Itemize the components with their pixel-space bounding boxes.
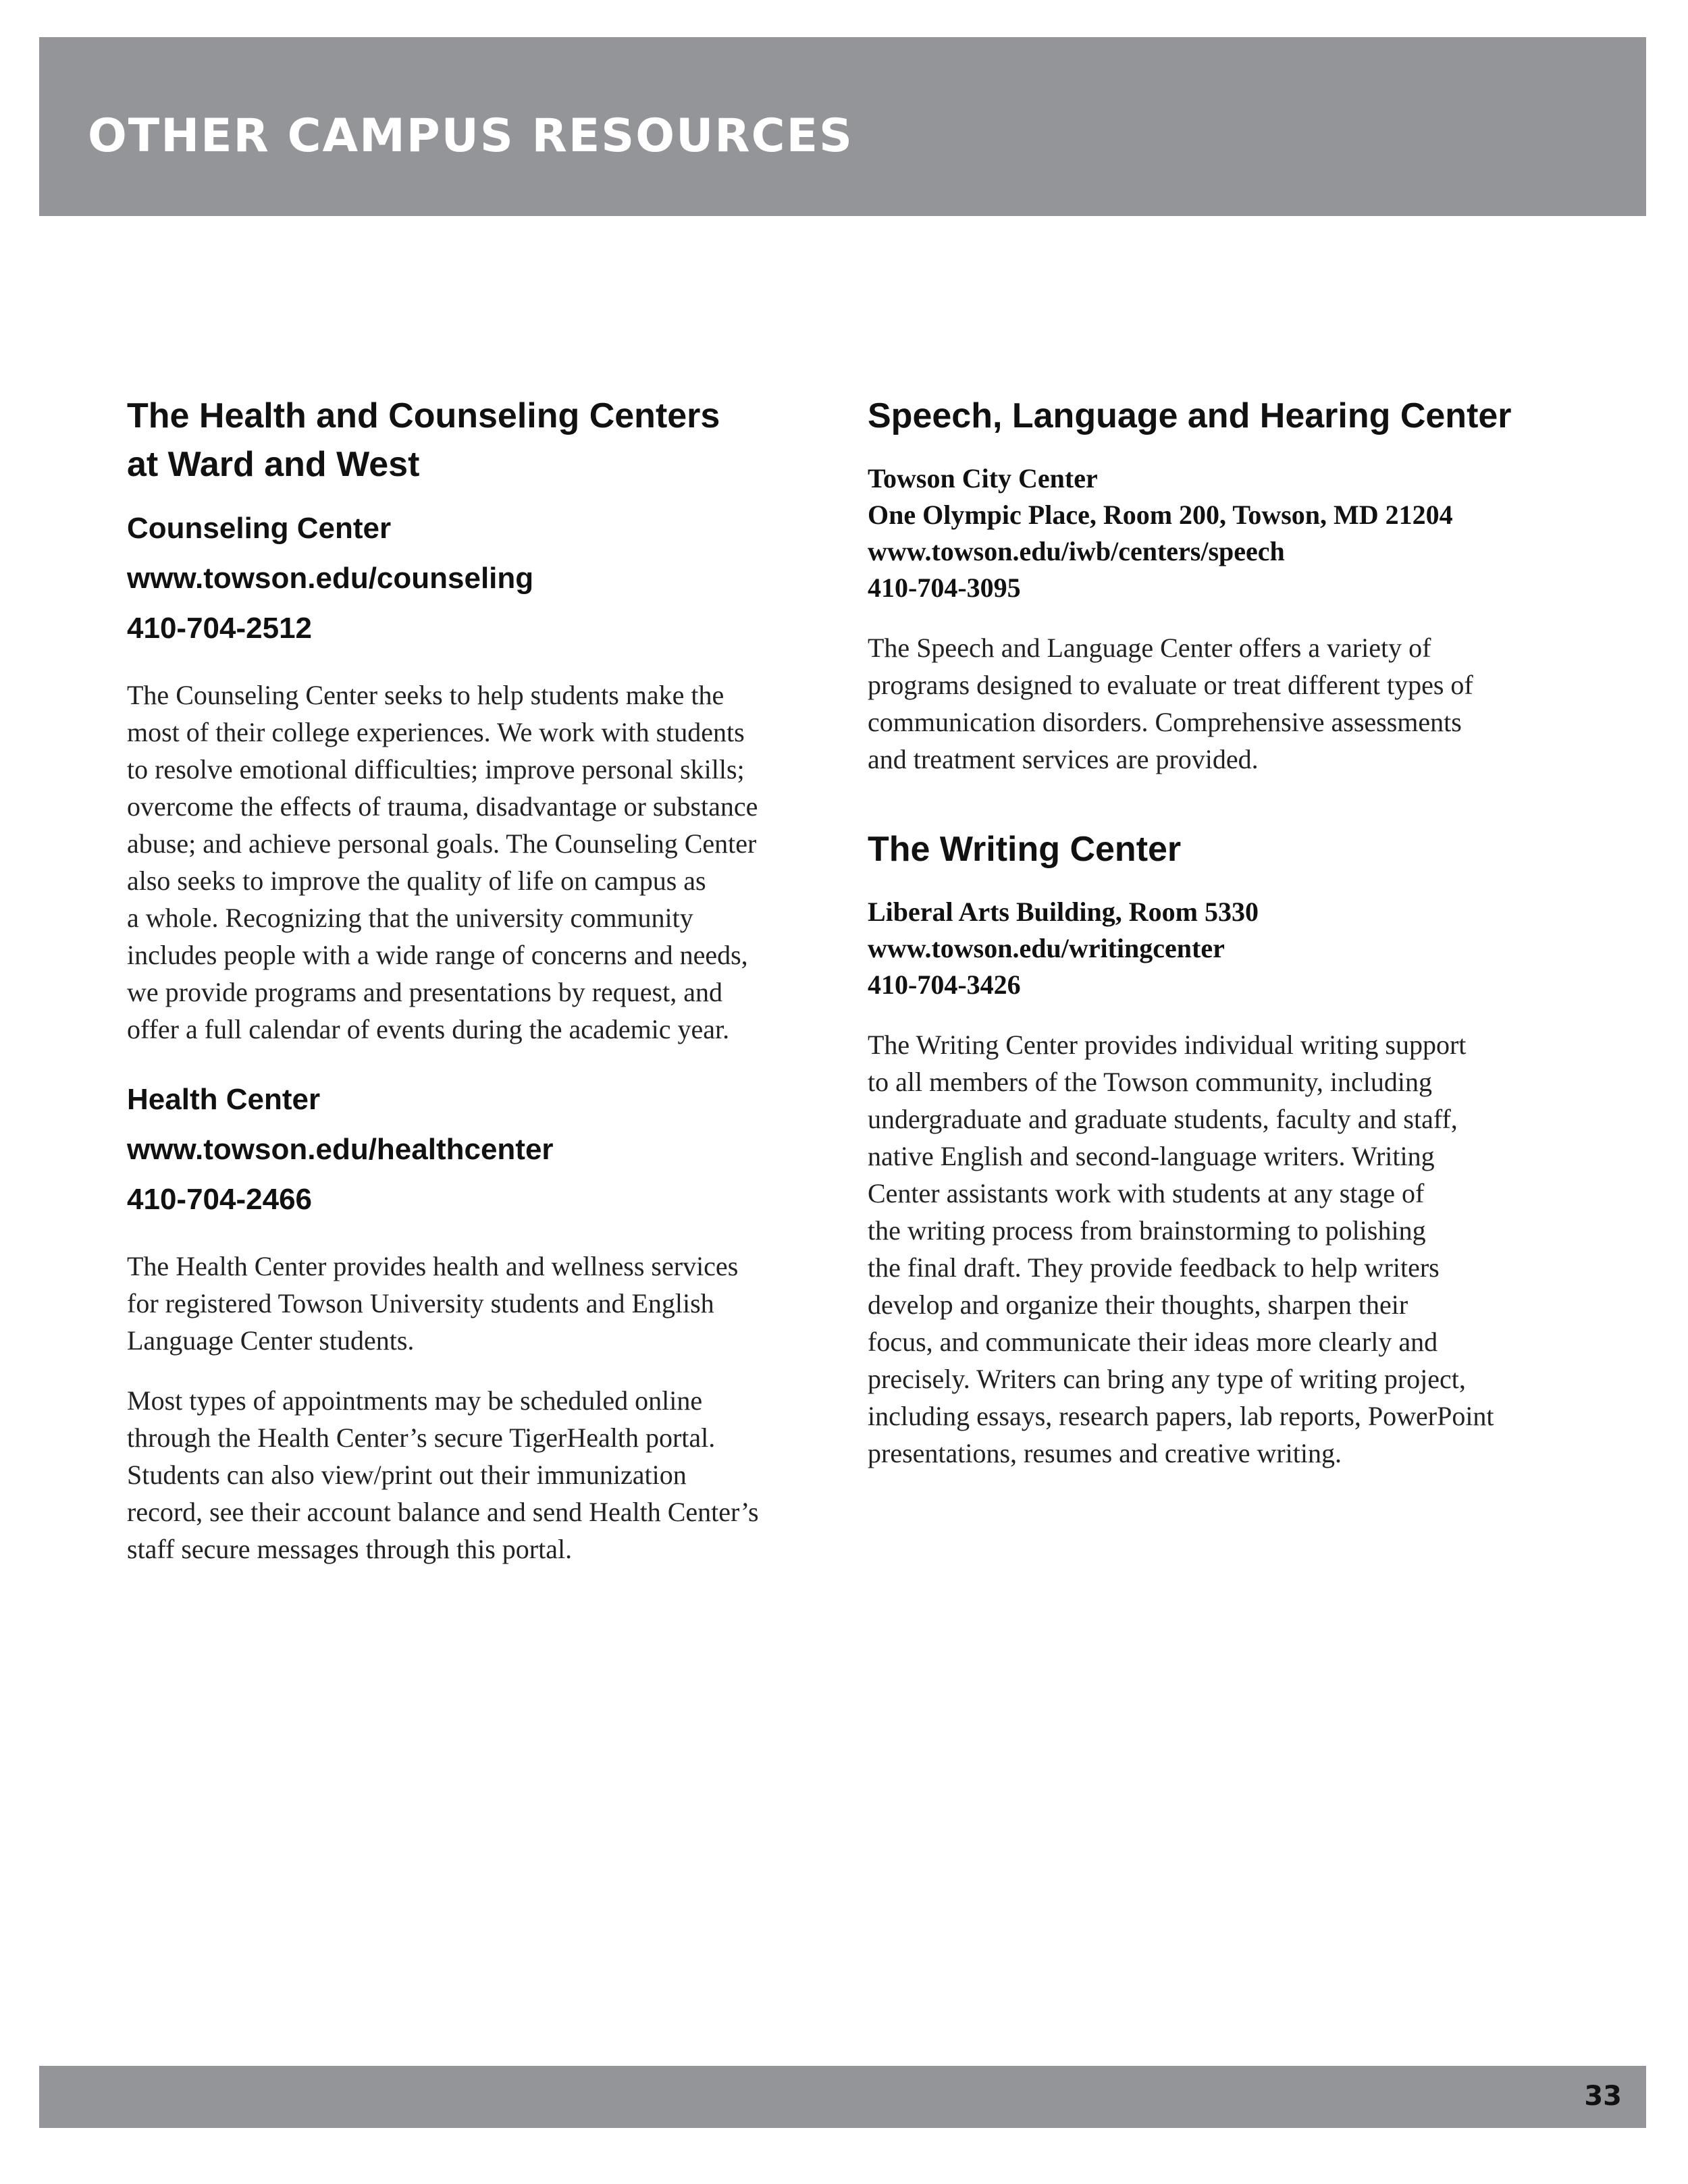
writing-center-description <box>868 1026 1583 1472</box>
speech-center-description <box>868 629 1583 778</box>
counseling-center-title: Counseling Center <box>127 512 392 545</box>
speech-center-location: Towson City Center <box>868 463 1098 494</box>
text-line: develop and organize their thoughts, sharpen their <box>868 1289 1408 1320</box>
speech-center-phone: 410-704-3095 <box>868 572 1021 603</box>
health-center-phone: 410-704-2466 <box>127 1183 313 1216</box>
text-line: abuse; and achieve personal goals. The Counseling Center <box>127 828 757 859</box>
text-line: presentations, resumes and creative writing. <box>868 1438 1342 1468</box>
counseling-center-description <box>127 676 829 1048</box>
speech-center-contact <box>868 460 1583 606</box>
writing-center-location: Liberal Arts Building, Room 5330 <box>868 897 1259 927</box>
text-line: The Writing Center provides individual writing support <box>868 1030 1467 1060</box>
speech-center-url[interactable]: www.towson.edu/iwb/centers/speech <box>868 536 1285 566</box>
text-line: Students can also view/print out their immunization <box>127 1460 687 1490</box>
text-line: precisely. Writers can bring any type of writing project, <box>868 1364 1466 1394</box>
text-line: the writing process from brainstorming to polishing <box>868 1215 1426 1246</box>
writing-center-heading: The Writing Center <box>868 830 1182 869</box>
text-line: record, see their account balance and send Health Center’s <box>127 1497 759 1527</box>
left-column <box>127 392 829 1568</box>
counseling-center-phone: 410-704-2512 <box>127 612 313 645</box>
heading-line: at Ward and West <box>127 445 420 484</box>
text-line: includes people with a wide range of concerns and needs, <box>127 940 748 970</box>
text-line: to all members of the Towson community, including <box>868 1067 1432 1097</box>
text-line: overcome the effects of trauma, disadvantage or substance <box>127 791 758 822</box>
speech-center-heading: Speech, Language and Hearing Center <box>868 396 1512 435</box>
text-line: for registered Towson University students and English <box>127 1288 714 1319</box>
text-line: staff secure messages through this portal. <box>127 1534 573 1564</box>
text-line: we provide programs and presentations by request, and <box>127 977 722 1007</box>
health-center-portal-description <box>127 1382 829 1568</box>
health-center-title: Health Center <box>127 1083 321 1116</box>
writing-center-url[interactable]: www.towson.edu/writingcenter <box>868 933 1225 963</box>
text-line: the final draft. They provide feedback to help writers <box>868 1252 1440 1283</box>
page-title: OTHER CAMPUS RESOURCES <box>88 109 853 163</box>
text-line: native English and second-language writers. Writing <box>868 1141 1435 1171</box>
health-center-info <box>127 1075 829 1225</box>
text-line: through the Health Center’s secure TigerHealth portal. <box>127 1422 716 1453</box>
text-line: most of their college experiences. We work with students <box>127 717 745 747</box>
text-line: communication disorders. Comprehensive assessments <box>868 707 1462 737</box>
text-line: a whole. Recognizing that the university community <box>127 903 693 933</box>
text-line: including essays, research papers, lab reports, PowerPoint <box>868 1401 1494 1431</box>
text-line: focus, and communicate their ideas more clearly and <box>868 1327 1438 1357</box>
text-line: The Health Center provides health and wellness services <box>127 1251 739 1281</box>
speech-center-address: One Olympic Place, Room 200, Towson, MD 21204 <box>868 500 1453 530</box>
text-line: The Speech and Language Center offers a variety of <box>868 633 1431 663</box>
footer-band <box>39 2066 1646 2128</box>
health-counseling-heading <box>127 392 829 489</box>
counseling-center-url[interactable]: www.towson.edu/counseling <box>127 562 534 595</box>
text-line: programs designed to evaluate or treat different types of <box>868 670 1473 700</box>
health-center-description <box>127 1248 829 1359</box>
text-line: undergraduate and graduate students, faculty and staff, <box>868 1104 1458 1134</box>
text-line: The Counseling Center seeks to help students make the <box>127 680 724 710</box>
text-line: Center assistants work with students at any stage of <box>868 1178 1425 1208</box>
text-line: to resolve emotional difficulties; improve personal skills; <box>127 754 745 784</box>
text-line: and treatment services are provided. <box>868 744 1259 774</box>
health-center-url[interactable]: www.towson.edu/healthcenter <box>127 1133 554 1166</box>
text-line: offer a full calendar of events during the academic year. <box>127 1014 730 1044</box>
page-number: 33 <box>1584 2081 1622 2112</box>
writing-center-phone: 410-704-3426 <box>868 969 1021 1000</box>
counseling-center-info <box>127 504 829 654</box>
text-line: also seeks to improve the quality of life on campus as <box>127 865 706 896</box>
text-line: Language Center students. <box>127 1325 415 1356</box>
heading-line: The Health and Counseling Centers <box>127 396 720 435</box>
writing-center-contact <box>868 894 1583 1003</box>
text-line: Most types of appointments may be scheduled online <box>127 1385 703 1416</box>
right-column <box>868 392 1583 1472</box>
